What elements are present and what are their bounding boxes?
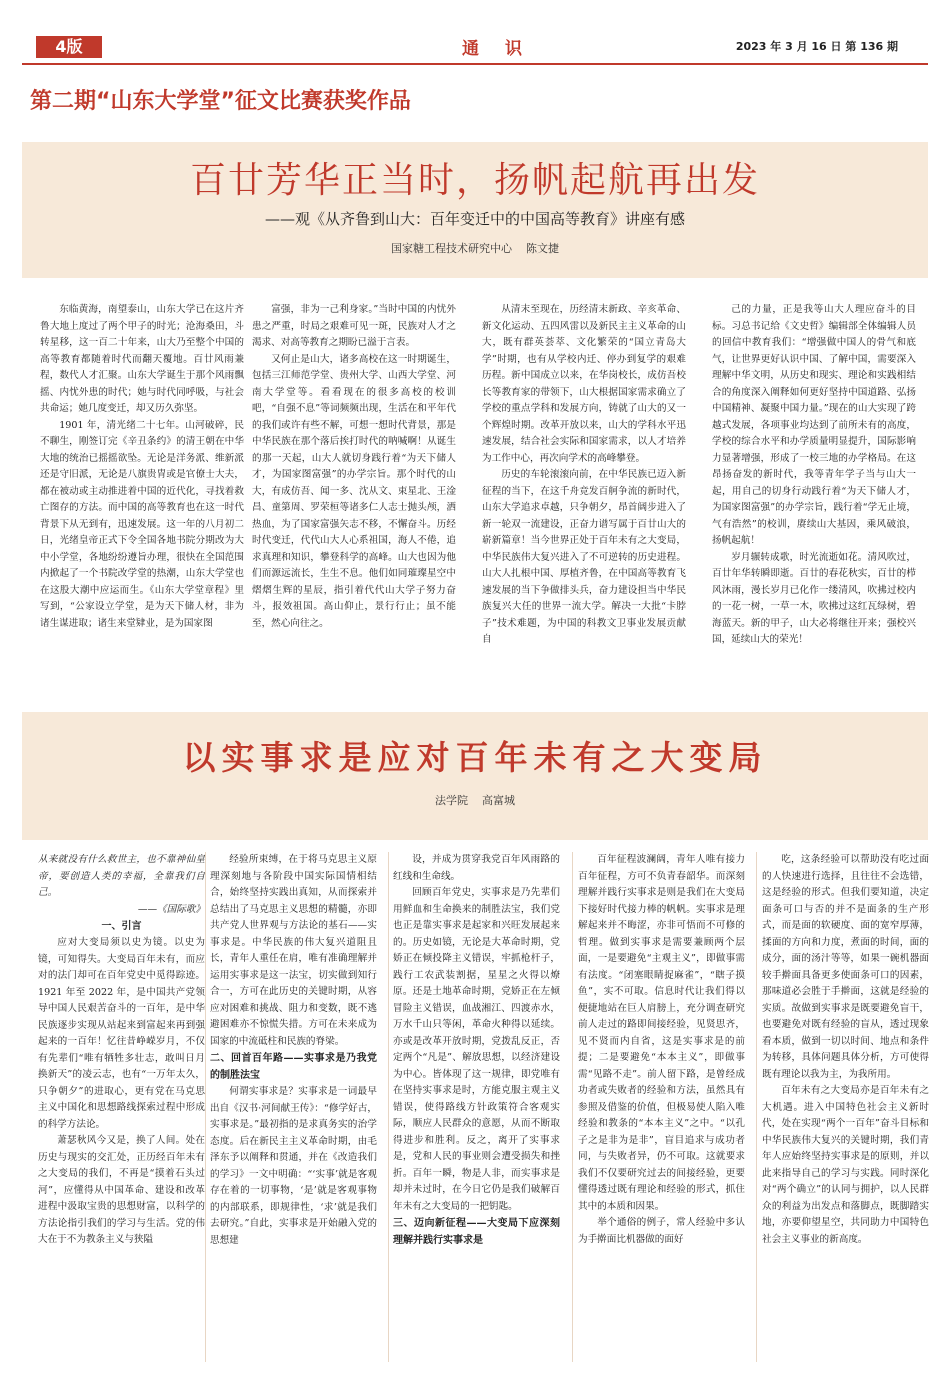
column-separator: [756, 852, 757, 1362]
paragraph: 从清末至现在，历经清末新政、辛亥革命、新文化运动、五四风雷以及新民主主义革命的山大，既有群英荟萃、文化繁荣的“国立青岛大学”时期，也有从学校内迁、停办到复学的艰难历程。新中国成立以来，在华岗校长，成仿吾校长等教育家的带领下，山大根据国家需求确立了学校的重点学科和发展方向，铸就了山大的又一个辉煌时期。改革开放以来，山大的学科水平迅速发展，结合社会实际和国家需求，以人才培养为工作中心，再次向学术的高峰攀登。: [482, 304, 686, 464]
section-name: 通 识: [462, 39, 532, 59]
section-heading-1: 一、引言: [101, 921, 142, 932]
paragraph: 东临黄海，南望泰山，山东大学已在这片齐鲁大地上度过了两个甲子的时光；沧海桑田，斗转星移，这一百二十年来，山大乃至整个中国的高等教育都随着时代而翻天覆地。百廿风雨兼程，数代人才汇聚。山东大学诞生于那个风雨飘摇、内忧外患的时代；她与时代同呼吸，与社会共命运；她几度变迁，却又历久弥坚。: [40, 304, 244, 414]
paragraph: 富强，非为一己利身家。”当时中国的内忧外患之严重，时局之艰难可见一斑，民族对人才之渴求、对高等教育之期盼已溢于言表。: [252, 304, 456, 348]
paragraph: 应对大变局须以史为镜。以史为镜，可知得失。大变局百年未有，而应对的法门却可在百年党史中觅得踪迹。1921 年至 2022 年，是中国共产党领导中国人民艰苦奋斗的一百年，是中华民族逐步实现从站起来到富起来再到强起来的一百年！忆往昔峥嵘岁月，不仅有先辈们“唯有牺牲多壮志，敢叫日月换新天”的凌云志，也有“一万年太久，只争朝夕”的进取心，更有党在马克思主义中国化和思想路线探索过程中形成的科学方法论。: [38, 937, 205, 1130]
column-separator: [572, 852, 573, 1362]
paragraph: 回顾百年党史，实事求是乃先辈们用鲜血和生命换来的制胜法宝，我们党也正是靠实事求是起家和兴旺发展起来的。历史如镜，无论是大革命时期，党娇正在倾投降主义错误，牢抓枪杆子，践行工农武装割据，星星之火得以燎原。还是土地革命时期，党娇正在左倾冒险主义错误，血战湘江、四渡赤水，万水千山只等闲，革命火种得以延续。亦或是改革开放时期，党拨乱反正，否定两个“凡是”、解放思想，以经济建设为中心。皆体现了这一规律，即党唯有在坚持实事求是时，方能克服主观主义错误，使得路线方针政策符合客观实际，顺应人民群众的意愿，从而不断取得进步和胜利。反之，离开了实事求是，党和人民的事业则会遭受损失和挫折。百年一瞬，物是人非，而实事求是却并未过时，在今日它仍是我们破解百年未有之大变局的一把钥匙。: [393, 887, 560, 1212]
article1-title-banner: [22, 142, 928, 278]
article2-title: 以实事求是应对百年未有之大变局: [182, 738, 768, 777]
epigraph-source: ——《国际歌》: [137, 903, 205, 915]
article2-column-4: [578, 852, 745, 1362]
paragraph: 何谓实事求是？实事求是一词最早出自《汉书·河间献王传》：“修学好古，实事求是。”最初指的是求真务实的治学态度。后在新民主主义革命时期，由毛泽东予以阐释和贯通，并在《改造我们的学习》一文中明确：“‘实事’就是客观存在着的一切事物，‘是’就是客观事物的内部联系，即规律性，‘求’就是我们去研究。”自此，实事求是开始融入党的思想建: [210, 1086, 377, 1246]
article1-title: 百廿芳华正当时，扬帆起航再出发: [189, 160, 760, 201]
article2-column-2: [210, 852, 377, 1362]
article1-column-2: [252, 302, 456, 698]
paragraph: 己的力量，正是我等山大人理应奋斗的目标。习总书记给《文史哲》编辑部全体编辑人员的回信中教育我们：“增强做中国人的骨气和底气，让世界更好认识中国、了解中国，需要深入理解中华文明，从历史和现实、理论和实践相结合的角度深入阐释如何更好坚持中国道路、弘扬中国精神、凝聚中国力量。”现在的山大实现了跨越式发展，各项事业均达到了前所未有的高度，学校的综合水平和办学质量明显提升，国际影响力显著增强，形成了一校三地的办学格局。在这昂扬奋发的新时代，我等青年学子当与山大一起，用自己的切身行动践行着“为天下储人才，为国家图富强”的办学宗旨，践行着“学无止境，气有浩然”的校训，赓续山大基因，乘风破浪，扬帆起航！: [712, 304, 916, 546]
article2-column-3: [393, 852, 560, 1362]
article1-column-1: [40, 302, 244, 698]
epigraph: 从来就没有什么救世主，也不靠神仙皇帝，要创造人类的幸福，全靠我们自己。: [38, 854, 205, 898]
feature-title: 第二期“山东大学堂”征文比赛获奖作品: [30, 89, 411, 114]
article2-column-3-body: [393, 852, 560, 1215]
paragraph: 岁月辗转成歌，时光流逝如花。清风吹过，百廿年华转瞬即逝。百廿的春花秋实，百廿的栉风沐雨，漫长岁月已化作一缕清风，吹拂过校内的一花一树，一草一木，吹拂过这红瓦绿树，碧海蓝天。新的甲子，山大必将继往开来；强校兴国，延续山大的荣光！: [712, 551, 916, 645]
article2-column-2-body-b: [210, 1084, 377, 1249]
paragraph: 经验所束缚，在于将马克思主义原理深刻地与各阶段中国实际国情相结合，始终坚持实践出真知，从而探索并总结出了马克思主义思想的精髓，亦即共产党人世界观与方法论的基石——实事求是。中华民族的伟大复兴道阻且长，青年人重任在肩，唯有准确理解并运用实事求是这一法宝，切实做到知行合一，方可在此历史的关键时期，从容应对困难和挑战、阻力和变数，既不逃避困难亦不惊慌失措。方可在未来成为国家的中流砥柱和民族的脊梁。: [210, 854, 377, 1047]
article1-column-3: [482, 302, 686, 698]
issue-date: 2023 年 3 月 16 日 第 136 期: [735, 40, 898, 53]
article2-byline: 法学院 高富城: [435, 794, 515, 807]
column-separator: [205, 852, 206, 1362]
paragraph: 萧瑟秋风今又是，换了人间。处在历史与现实的交汇处，正历经百年未有之大变局的我们，不再是“摸着石头过河”，应懂得从中国革命、建设和改革进程中汲取宝贵的思想财富，以科学的方法论指引我们的学习与生活。党的伟大在于不为教条主义与狭隘: [38, 1135, 205, 1245]
paragraph: 百年征程波澜阔，青年人唯有接力百年征程，方可不负青春韶华。而深刻理解并践行实事求是则是我们在大变局下接好时代接力棒的帆帆。实事求是理解起来并不晦涩，亦非可悟而不可修的哲理。做到实事求是需要兼顾两个层面，一是要避免“主观主义”，即做事需有法度。“闭塞眼睛捉麻雀”，“瞎子摸鱼”，实不可取。信息时代让我们得以便捷地站在巨人肩膀上，充分调查研究前人走过的路即间接经验，见贤思齐，见不贤而内自省，这是实事求是的前提；二是要避免“本本主义”，即做事需“见路不走”。前人留下路，是曾经成功者或失败者的经验和方法，虽然具有参照及借鉴的价值，但极易使人陷入唯经验和教条的“本本主义”之中。“以孔子之是非为是非”，盲目追求与成功者同，与失败者异，仍不可取。这就要求我们不仅要研究过去的间接经验，更要懂得透过既有理论和经验的形式，抓住其中的本质和因果。: [578, 854, 745, 1212]
paragraph: 举个通俗的例子，常人经验中多认为手擀面比机器做的面好: [578, 1217, 745, 1245]
article1-byline: 国家糖工程技术研究中心 陈文捷: [391, 242, 559, 255]
section-heading-2: 二、回首百年路——实事求是乃我党的制胜法宝: [210, 1053, 377, 1081]
article2-column-1: [38, 852, 205, 1362]
header-divider: [22, 63, 928, 65]
paragraph: 1901 年，清光绪二十七年。山河破碎，民不聊生，刚签订完《辛丑条约》的清王朝在中华大地的统治已摇摇欲坠。无论是洋务派、维新派还是守旧派，无论是八旗贵胄或是官僚士大夫，都在被动或主动推进着中国的近代化，寻找着救亡图存的方法。而中国的高等教育也在这一时代背景下从无到有，迅速发展。这一年的八月初二日，光绪皇帝正式下令全国各地书院分期改为大中小学堂，各地纷纷遵旨办理，很快在全国范围内掀起了一个书院改学堂的热潮，山东大学堂也在这股大潮中应运而生。《山东大学堂章程》里写到，“公家设立学堂，是为天下储人材，非为诸生谋进取；诸生来堂肄业，是为国家图: [40, 419, 244, 629]
article2-column-1-body: [38, 935, 205, 1249]
paragraph: 百年未有之大变局亦是百年未有之大机遇。进入中国特色社会主义新时代，处在实现“两个一百年”奋斗目标和中华民族伟大复兴的关键时期，我们青年人应始终坚持实事求是的原则，并以此来指导自己的学习与实践。同时深化对“两个确立”的认同与拥护，以人民群众的利益为出发点和落脚点，既脚踏实地，亦要仰望星空，共同助力中国特色社会主义事业的新高度。: [762, 1085, 929, 1245]
article2-column-5: [762, 852, 929, 1362]
article1-subtitle: ——观《从齐鲁到山大：百年变迁中的中国高等教育》讲座有感: [264, 210, 685, 228]
paragraph: 历史的车轮滚滚向前，在中华民族已迈入新征程的当下，在这千舟竞发百舸争流的新时代，山东大学追求卓越，只争朝夕，昂首阔步进入了新一轮双一流建设，正奋力谱写属于百廿山大的崭新篇章！当今世界正处于百年未有之大变局，中华民族伟大复兴进入了不可逆转的历史进程。山大人扎根中国、厚植齐鲁，在中国高等教育飞速发展的当下争做排头兵，奋力建设担当中华民族复兴大任的世界一流大学。解决一大批“卡脖子”技术难题，为中国的科教文卫事业发展贡献自: [482, 469, 686, 645]
page-number-badge: 4版: [36, 36, 102, 58]
column-separator: [388, 852, 389, 1362]
article2-title-banner: [22, 712, 928, 840]
paragraph: 吃，这条经验可以帮助没有吃过面的人快速进行选择，且往往不会选错，这是经验的形式。但我们要知道，决定面条可口与否的并不是面条的生产形式，而是面的软硬度、面的宽窄厚薄，揉面的方向和力度，煮面的时间，面的成分，面的汤汁等等，如果一碗机器面较手擀面具备更多使面条可口的因素，那味道必会胜于手擀面，这就是经验的实质。故做到实事求是既要避免盲干，也要避免对既有经验的盲从，透过现象看本质，做到一切以时间、地点和条件为转移，具体问题具体分析，方可使得既有理论以我为主，为我所用。: [762, 854, 929, 1080]
article1-column-4: [712, 302, 916, 698]
paragraph: 又何止是山大，诸多高校在这一时期诞生，包括三江师范学堂、贵州大学、山西大学堂、河南大学堂等。看看现在的很多高校的校训吧，“自强不息”等词频频出现，生活在和平年代的我们或许有些不解，可想一想时代背景，那是中华民族在那个落后挨打时代的呐喊啊！从诞生的那一天起，山大人就切身践行着“为天下储人才，为国家图富强”的办学宗旨。那个时代的山大，有成仿吾、闻一多、沈从文、束星北、王淦昌、童第周、罗荣桓等诸多仁人志士抛头颅，洒热血，为了国家富强矢志不移，不懈奋斗。历经时代变迁，代代山大人心系祖国，海人不倦，追求真理和知识，攀登科学的高峰。山大也因为他们而源远流长，生生不息。他们如同璀璨星空中熠熠生辉的星辰，指引着代代山大学子努力奋斗，报效祖国。高山仰止，景行行止；虽不能至，然心向往之。: [252, 353, 456, 629]
section-heading-3: 三、迈向新征程——大变局下应深刻理解并践行实事求是: [393, 1218, 560, 1246]
paragraph: 设，并成为贯穿我党百年风雨路的红线和生命线。: [393, 854, 560, 882]
article2-column-2-body-a: [210, 852, 377, 1050]
masthead: [22, 30, 928, 62]
